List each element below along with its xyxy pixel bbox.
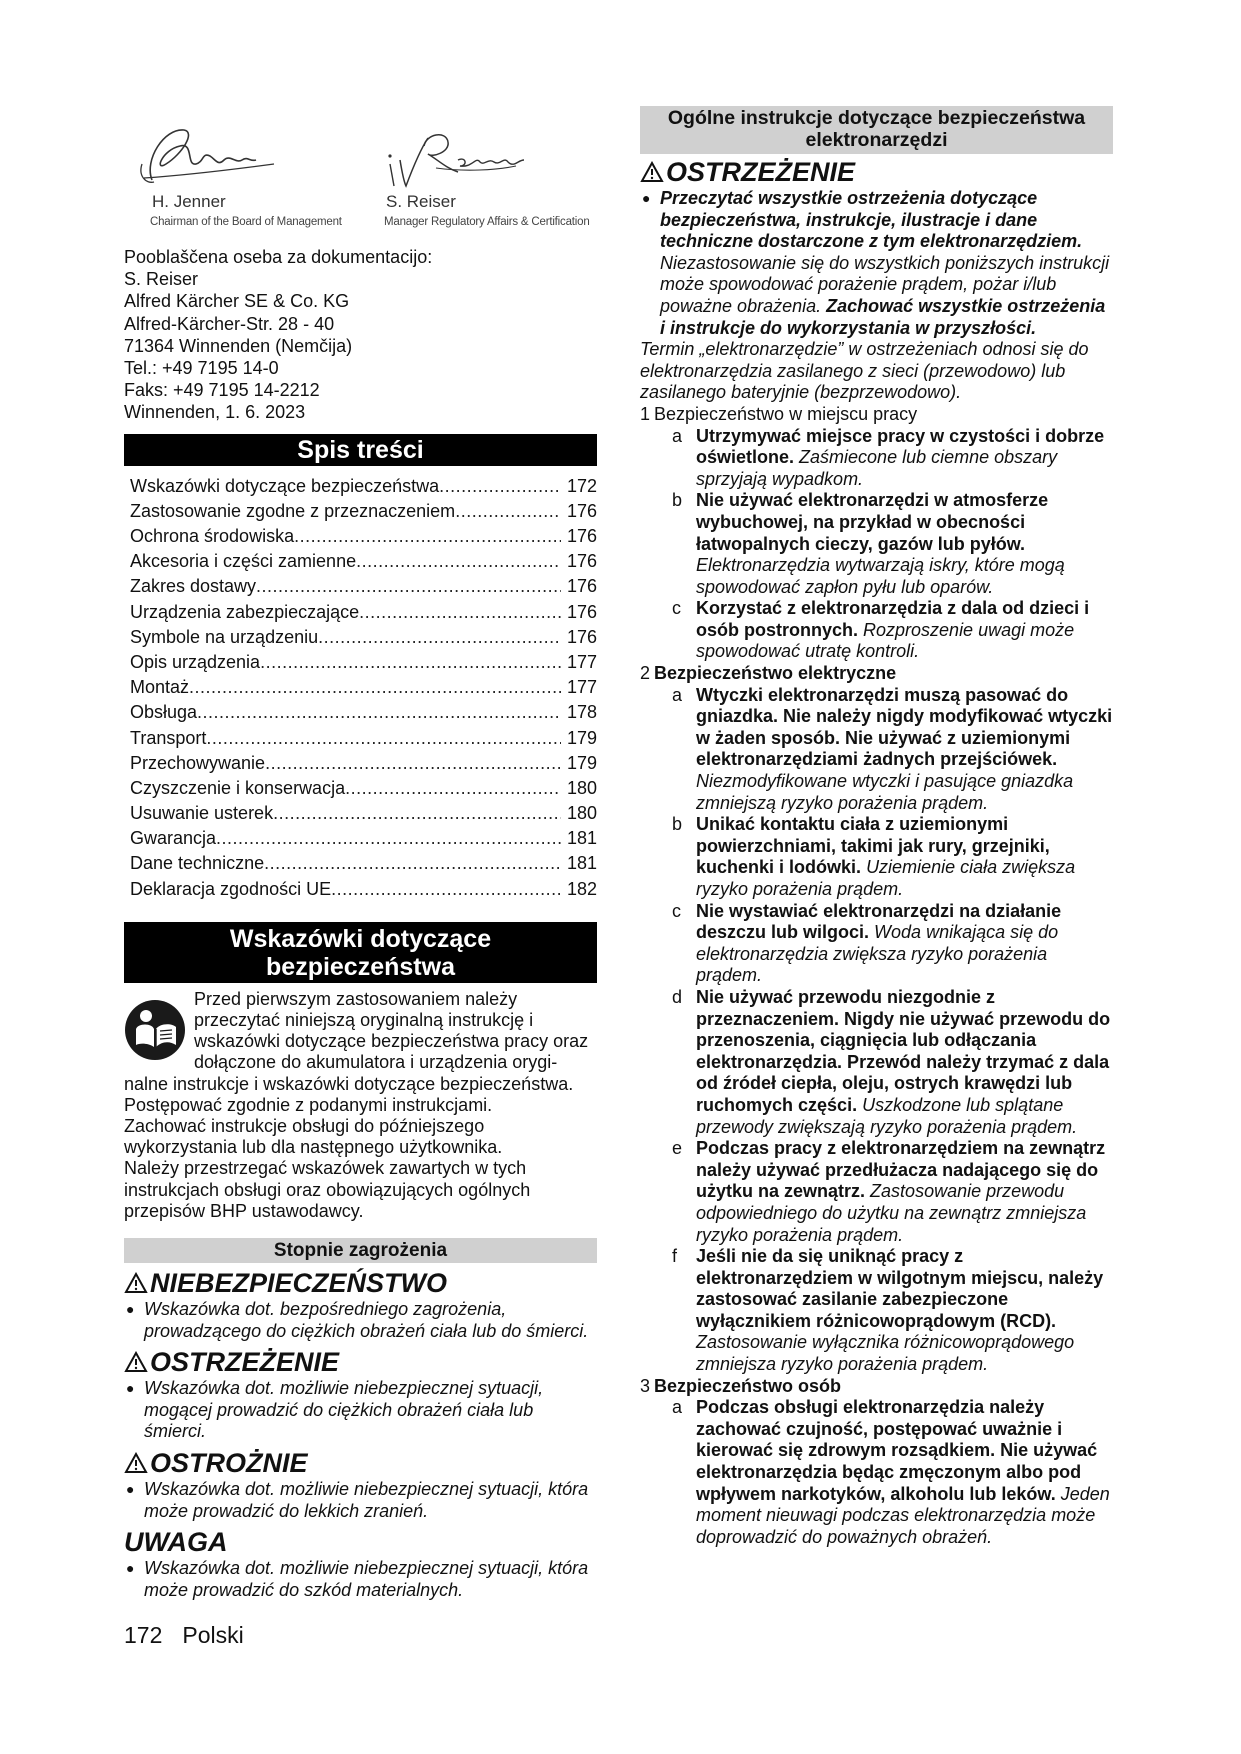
toc-entry-label: Deklaracja zgodności UE	[130, 878, 332, 899]
item-italic: Zastosowanie przewodu odpowiedniego do użytku na zewnątrz zmniejsza ryzyko porażenia prądem.	[696, 1181, 1087, 1245]
item-2c	[640, 901, 1113, 987]
toc-leader-dots	[359, 600, 561, 625]
term-definition: Termin „elektronarzędzie” w ostrzeżeniach odnosi się do elektronarzędzia zasilanego z sieci (przewodowo) lub zasilanego bateryjnie (bezprzewodowo).	[640, 339, 1089, 403]
toc-entry-page: 182	[566, 878, 597, 899]
toc-entry-page: 181	[566, 853, 597, 874]
toc-entry-page: 181	[566, 828, 597, 849]
toc-entry-label: Przechowywanie	[130, 752, 266, 773]
warning-triangle-icon	[640, 161, 664, 183]
section-number: 3	[640, 1375, 651, 1396]
hazard-text: Wskazówka dot. bezpośredniego zagrożenia, prowadzącego do ciężkich obrażeń ciała lub do śmierci.	[144, 1299, 589, 1341]
signature-jenner	[124, 120, 364, 238]
toc-entry-page: 180	[566, 777, 597, 798]
toc-entry-label: Urządzenia zabezpieczające	[130, 601, 360, 622]
item-italic: Rozproszenie uwagi może spowodować utratę kontroli.	[696, 619, 1075, 662]
toc-entry[interactable]	[124, 700, 597, 725]
item-bold: Podczas obsługi elektronarzędzia należy zachować czujność, postępować uważnie i kierować się zdrowym rozsądkiem. Nie używać elektronarzędzia będąc zmęczonym albo pod wpływem narkotyków, alkoholu lub leków.	[696, 1397, 1098, 1504]
toc-entry-label: Wskazówki dotyczące bezpieczeństwa	[130, 475, 440, 496]
item-letter: b	[672, 814, 683, 835]
item-1b	[640, 490, 1113, 598]
footer-language: Polski	[182, 1622, 244, 1648]
hazard-label: OSTRZEŻENIE	[150, 1347, 340, 1378]
toc-entry[interactable]	[124, 499, 597, 524]
warning-triangle-icon	[124, 1452, 148, 1474]
toc-entry-label: Obsługa	[130, 702, 198, 723]
toc-entry[interactable]	[124, 877, 597, 902]
item-bold: Jeśli nie da się uniknąć pracy z elektronarzędziem w wilgotnym miejscu, należy zastosować zasilanie zabezpieczone wyłącznikiem różnicowoprądowym (RCD).	[696, 1246, 1104, 1331]
toc-leader-dots	[197, 700, 561, 725]
item-letter: a	[672, 1397, 683, 1418]
page-footer	[124, 1622, 264, 1649]
item-bold: Utrzymywać miejsce pracy w czystości i dobrze oświetlone.	[696, 425, 1105, 468]
item-letter: c	[672, 900, 681, 921]
toc-entry[interactable]	[124, 726, 597, 751]
toc-leader-dots	[265, 751, 561, 776]
warning-label-text: OSTRZEŻENIE	[666, 157, 856, 187]
left-column	[124, 120, 597, 1601]
item-2f	[640, 1246, 1113, 1376]
item-2e	[640, 1138, 1113, 1246]
hazard-text: Wskazówka dot. możliwie niebezpiecznej sytuacji, która może prowadzić do lekkich zranień.	[144, 1479, 589, 1521]
hazard-warning-text: ● Wskazówka dot. możliwie niebezpiecznej sytuacji, mogącej prowadzić do ciężkich obrażeń ciała lub śmierci.	[124, 1378, 597, 1443]
hazard-danger-label	[124, 1267, 597, 1299]
section-2	[640, 663, 1113, 685]
hazard-notice-text: ● Wskazówka dot. możliwie niebezpiecznej sytuacji, która może prowadzić do szkód materialnych.	[124, 1558, 597, 1601]
toc-entry[interactable]	[124, 600, 597, 625]
item-italic: Niezmodyfikowane wtyczki i pasujące gniazdka zmniejszą ryzyko porażenia prądem.	[696, 771, 1074, 813]
item-italic: Woda wnikająca się do elektronarzędzia zwiększa ryzyko porażenia prądem.	[696, 922, 1059, 986]
toc-entry[interactable]	[124, 801, 597, 826]
toc-leader-dots	[189, 675, 561, 700]
item-letter: a	[672, 684, 683, 705]
toc-entry-page: 176	[566, 601, 597, 622]
signature-reiser	[376, 120, 606, 238]
item-italic: Zaśmiecone lub ciemne obszary sprzyjają wypadkom.	[696, 447, 1058, 489]
toc-leader-dots	[216, 826, 561, 851]
item-1a	[640, 426, 1113, 491]
item-2d	[640, 987, 1113, 1138]
item-3a	[640, 1397, 1113, 1548]
item-letter: e	[672, 1138, 683, 1159]
hazard-label: UWAGA	[124, 1527, 228, 1558]
item-letter: d	[672, 986, 683, 1007]
toc-entry-label: Montaż	[130, 677, 190, 698]
toc-entry[interactable]	[124, 524, 597, 549]
toc-entry[interactable]	[124, 474, 597, 499]
toc-entry[interactable]	[124, 776, 597, 801]
toc-entry-label: Zakres dostawy	[130, 576, 257, 597]
toc-entry[interactable]	[124, 826, 597, 851]
toc-entry-page: 178	[566, 702, 597, 723]
toc-entry-page: 176	[566, 500, 597, 521]
hazard-caution-text: ● Wskazówka dot. możliwie niebezpiecznej sytuacji, która może prowadzić do lekkich zranień.	[124, 1479, 597, 1522]
toc-entry-page: 176	[566, 576, 597, 597]
toc-entry-label: Zastosowanie zgodne z przeznaczeniem	[130, 500, 456, 521]
item-letter: b	[672, 490, 683, 511]
page-number: 172	[124, 1622, 163, 1648]
toc-leader-dots	[318, 625, 561, 650]
toc-entry-page: 179	[566, 727, 597, 748]
item-italic: Zastosowanie wyłącznika różnicowoprądowego zmniejsza ryzyko porażenia prądem.	[696, 1332, 1075, 1375]
general-safety-title	[640, 106, 1113, 154]
toc-entry-page: 176	[566, 626, 597, 647]
hazard-text: Wskazówka dot. możliwie niebezpiecznej sytuacji, mogącej prowadzić do ciężkich obrażeń ciała lub śmierci.	[144, 1378, 544, 1442]
signature-name: H. Jenner	[152, 192, 226, 211]
signature-title: Chairman of the Board of Management	[150, 216, 342, 228]
item-bold: Podczas pracy z elektronarzędziem na zewnątrz należy używać przedłużacza nadającego się do użytku na zewnątrz.	[696, 1138, 1106, 1202]
toc-title: Spis treści	[124, 434, 597, 466]
item-bold: Unikać kontaktu ciała z uziemionymi powierzchniami, takimi jak rury, grzejniki, kuchenki i lodówki.	[696, 814, 1050, 878]
safety-title	[124, 922, 597, 983]
warning-triangle-icon	[124, 1272, 148, 1294]
signature-name: S. Reiser	[386, 192, 456, 211]
toc-entry[interactable]	[124, 851, 597, 876]
toc-leader-dots	[455, 499, 561, 524]
item-italic: Uziemienie ciała zwiększa ryzyko porażenia prądem.	[696, 857, 1076, 899]
item-bold: Nie używać przewodu niezgodnie z przeznaczeniem. Nigdy nie używać przewodu do przenoszenia, ciągnięcia lub odłączania elektronarzędzia. Przewód należy trzymać z dala od źródeł ciepła, oleju, ostrych krawędzi lub ruchomych części.	[696, 986, 1111, 1115]
section-3	[640, 1376, 1113, 1398]
toc-leader-dots	[206, 726, 561, 751]
toc-entry[interactable]	[124, 625, 597, 650]
toc-entry-page: 180	[566, 803, 597, 824]
toc-entry-label: Gwarancja	[130, 828, 217, 849]
toc-entry-label: Opis urządzenia	[130, 651, 261, 672]
item-bold: Wtyczki elektronarzędzi muszą pasować do gniazdka. Nie należy nigdy modyfikować wtyczki w żaden sposób. Nie używać z uziemionymi elektronarzędziami żadnych przejściówek.	[696, 684, 1113, 770]
general-safety-title-line1: Ogólne instrukcje dotyczące bezpieczeństwa	[667, 107, 1086, 129]
address-line: Faks: +49 7195 14-2212	[124, 380, 320, 401]
item-1c	[640, 598, 1113, 663]
toc-leader-dots	[260, 650, 561, 675]
toc-entry[interactable]	[124, 549, 597, 574]
address-line: Alfred-Kärcher-Str. 28 - 40	[124, 313, 335, 334]
address-line: Winnenden, 1. 6. 2023	[124, 402, 306, 423]
toc-entry-label: Czyszczenie i konserwacja	[130, 777, 346, 798]
safety-title-line2: bezpieczeństwa	[266, 952, 455, 981]
toc-entry[interactable]	[124, 751, 597, 776]
address-line: Tel.: +49 7195 14-0	[124, 358, 279, 379]
toc-leader-dots	[273, 801, 561, 826]
warning-bullet: ● Przeczytać wszystkie ostrzeżenia dotyczące bezpieczeństwa, instrukcje, ilustracje i dane techniczne dostarczone z tym elektronarzędziem. Niezastosowanie się do wszystkich poniższych instrukcji może spowodować porażenie prądem, pożar i/lub poważne obrażenia. Zachować wszystkie ostrzeżenia i instrukcje do wykorzystania w przyszłości.	[642, 188, 1110, 338]
toc-entry-label: Usuwanie usterek	[130, 803, 274, 824]
signature-title: Manager Regulatory Affairs & Certification	[384, 216, 590, 228]
toc-entry-label: Transport	[130, 727, 207, 748]
item-letter: a	[672, 425, 683, 446]
toc-leader-dots	[439, 474, 561, 499]
toc-entry[interactable]	[124, 675, 597, 700]
safety-title-line1: Wskazówki dotyczące	[229, 924, 492, 953]
toc-entry-label: Akcesoria i części zamienne	[130, 551, 357, 572]
intro-p3: Zachować instrukcje obsługi do późniejszego wykorzystania lub dla następnego użytkownika.	[124, 1116, 503, 1158]
item-2a	[640, 685, 1113, 815]
address-line: 71364 Winnenden (Nemčija)	[124, 335, 353, 356]
item-italic: Jeden moment nieuwagi podczas elektronarzędzia może doprowadzić do poważnych obrażeń.	[696, 1483, 1110, 1547]
toc-entry-page: 172	[566, 475, 597, 496]
hazard-label: OSTROŻNIE	[150, 1448, 308, 1479]
item-bold: Nie używać elektronarzędzi w atmosferze wybuchowej, na przykład w obecności łatwopalnych cieczy, gazów lub pyłów.	[696, 490, 1049, 554]
item-letter: f	[672, 1246, 678, 1267]
section-number: 2	[640, 663, 651, 684]
right-column	[640, 106, 1113, 1548]
table-of-contents	[124, 474, 597, 902]
section-title: Bezpieczeństwo w miejscu pracy	[654, 403, 918, 424]
intro-text: Przed pierwszym zastosowaniem należy przeczytać niniejszą oryginalną instrukcję i wskazówki dotyczące bezpieczeństwa pracy oraz dołączone do akumulatora i urządzenia orygi-	[194, 988, 589, 1073]
toc-entry[interactable]	[124, 574, 597, 599]
toc-leader-dots	[331, 877, 561, 902]
address-line: Alfred Kärcher SE & Co. KG	[124, 291, 350, 312]
section-title: Bezpieczeństwo osób	[654, 1375, 842, 1396]
read-manual-icon	[124, 999, 186, 1061]
warning-bold: Przeczytać wszystkie ostrzeżenia dotyczące bezpieczeństwa, instrukcje, ilustracje i dane techniczne dostarczone z tym elektronarzędziem.	[660, 188, 1083, 252]
toc-entry-page: 177	[566, 651, 597, 672]
warning-bold2: Zachować wszystkie ostrzeżenia i instrukcje do wykorzystania w przyszłości.	[660, 295, 1106, 338]
toc-entry-label: Symbole na urządzeniu	[130, 626, 319, 647]
toc-leader-dots	[256, 574, 561, 599]
address-line: S. Reiser	[124, 269, 199, 290]
section-title: Bezpieczeństwo elektryczne	[654, 663, 897, 684]
signatures	[124, 120, 597, 238]
toc-leader-dots	[264, 851, 561, 876]
section-1	[640, 404, 1113, 426]
item-italic: Elektronarzędzia wytwarzają iskry, które mogą spowodować zapłon pyłu lub oparów.	[696, 555, 1065, 597]
toc-entry-page: 177	[566, 677, 597, 698]
address-line: Pooblaščena oseba za dokumentacijo:	[124, 247, 433, 267]
intro-p4: Należy przestrzegać wskazówek zawartych w tych instrukcjach obsługi oraz obowiązujących ogólnych przepisów BHP ustawodawcy.	[124, 1158, 531, 1221]
hazard-notice-label	[124, 1526, 597, 1558]
item-letter: c	[672, 598, 681, 619]
hazard-warning-label	[124, 1346, 597, 1378]
general-safety-title-line2: elektronarzędzi	[805, 129, 948, 151]
toc-leader-dots	[345, 776, 561, 801]
item-2b	[640, 814, 1113, 900]
warning-italic: Niezastosowanie się do wszystkich poniższych instrukcji może spowodować porażenie prądem, pożar i/lub poważne obrażenia.	[660, 252, 1110, 316]
intro-p2: Postępować zgodnie z podanymi instrukcjami.	[124, 1094, 493, 1115]
toc-entry-label: Dane techniczne	[130, 853, 265, 874]
safety-intro	[124, 989, 597, 1222]
hazard-danger-text: ● Wskazówka dot. bezpośredniego zagrożenia, prowadzącego do ciężkich obrażeń ciała lub do śmierci.	[124, 1299, 597, 1342]
intro-text-rest: nalne instrukcje i wskazówki dotyczące bezpieczeństwa.	[124, 1073, 574, 1094]
toc-entry-label: Ochrona środowiska	[130, 526, 295, 546]
hazard-levels-title: Stopnie zagrożenia	[124, 1238, 597, 1263]
hazard-caution-label	[124, 1447, 597, 1479]
address-block	[124, 246, 597, 424]
warning-triangle-icon	[124, 1351, 148, 1373]
warning-label	[640, 156, 1113, 188]
item-bold: Korzystać z elektronarzędzia z dala od dzieci i osób postronnych.	[696, 598, 1090, 640]
toc-entry-page: 176	[566, 526, 597, 546]
signature-jenner-image	[124, 120, 364, 192]
hazard-text: Wskazówka dot. możliwie niebezpiecznej sytuacji, która może prowadzić do szkód materialnych.	[144, 1558, 589, 1600]
toc-entry-page: 179	[566, 752, 597, 773]
hazard-label: NIEBEZPIECZEŃSTWO	[150, 1268, 448, 1299]
item-bold: Nie wystawiać elektronarzędzi na działanie deszczu lub wilgoci.	[696, 900, 1062, 943]
toc-entry[interactable]	[124, 650, 597, 675]
item-italic: Uszkodzone lub splątane przewody zwiększają ryzyko porażenia prądem.	[696, 1094, 1078, 1137]
section-number: 1	[640, 403, 651, 424]
signature-reiser-image	[376, 120, 606, 192]
toc-leader-dots	[294, 524, 561, 549]
toc-entry-page: 176	[566, 551, 597, 572]
toc-leader-dots	[356, 549, 561, 574]
